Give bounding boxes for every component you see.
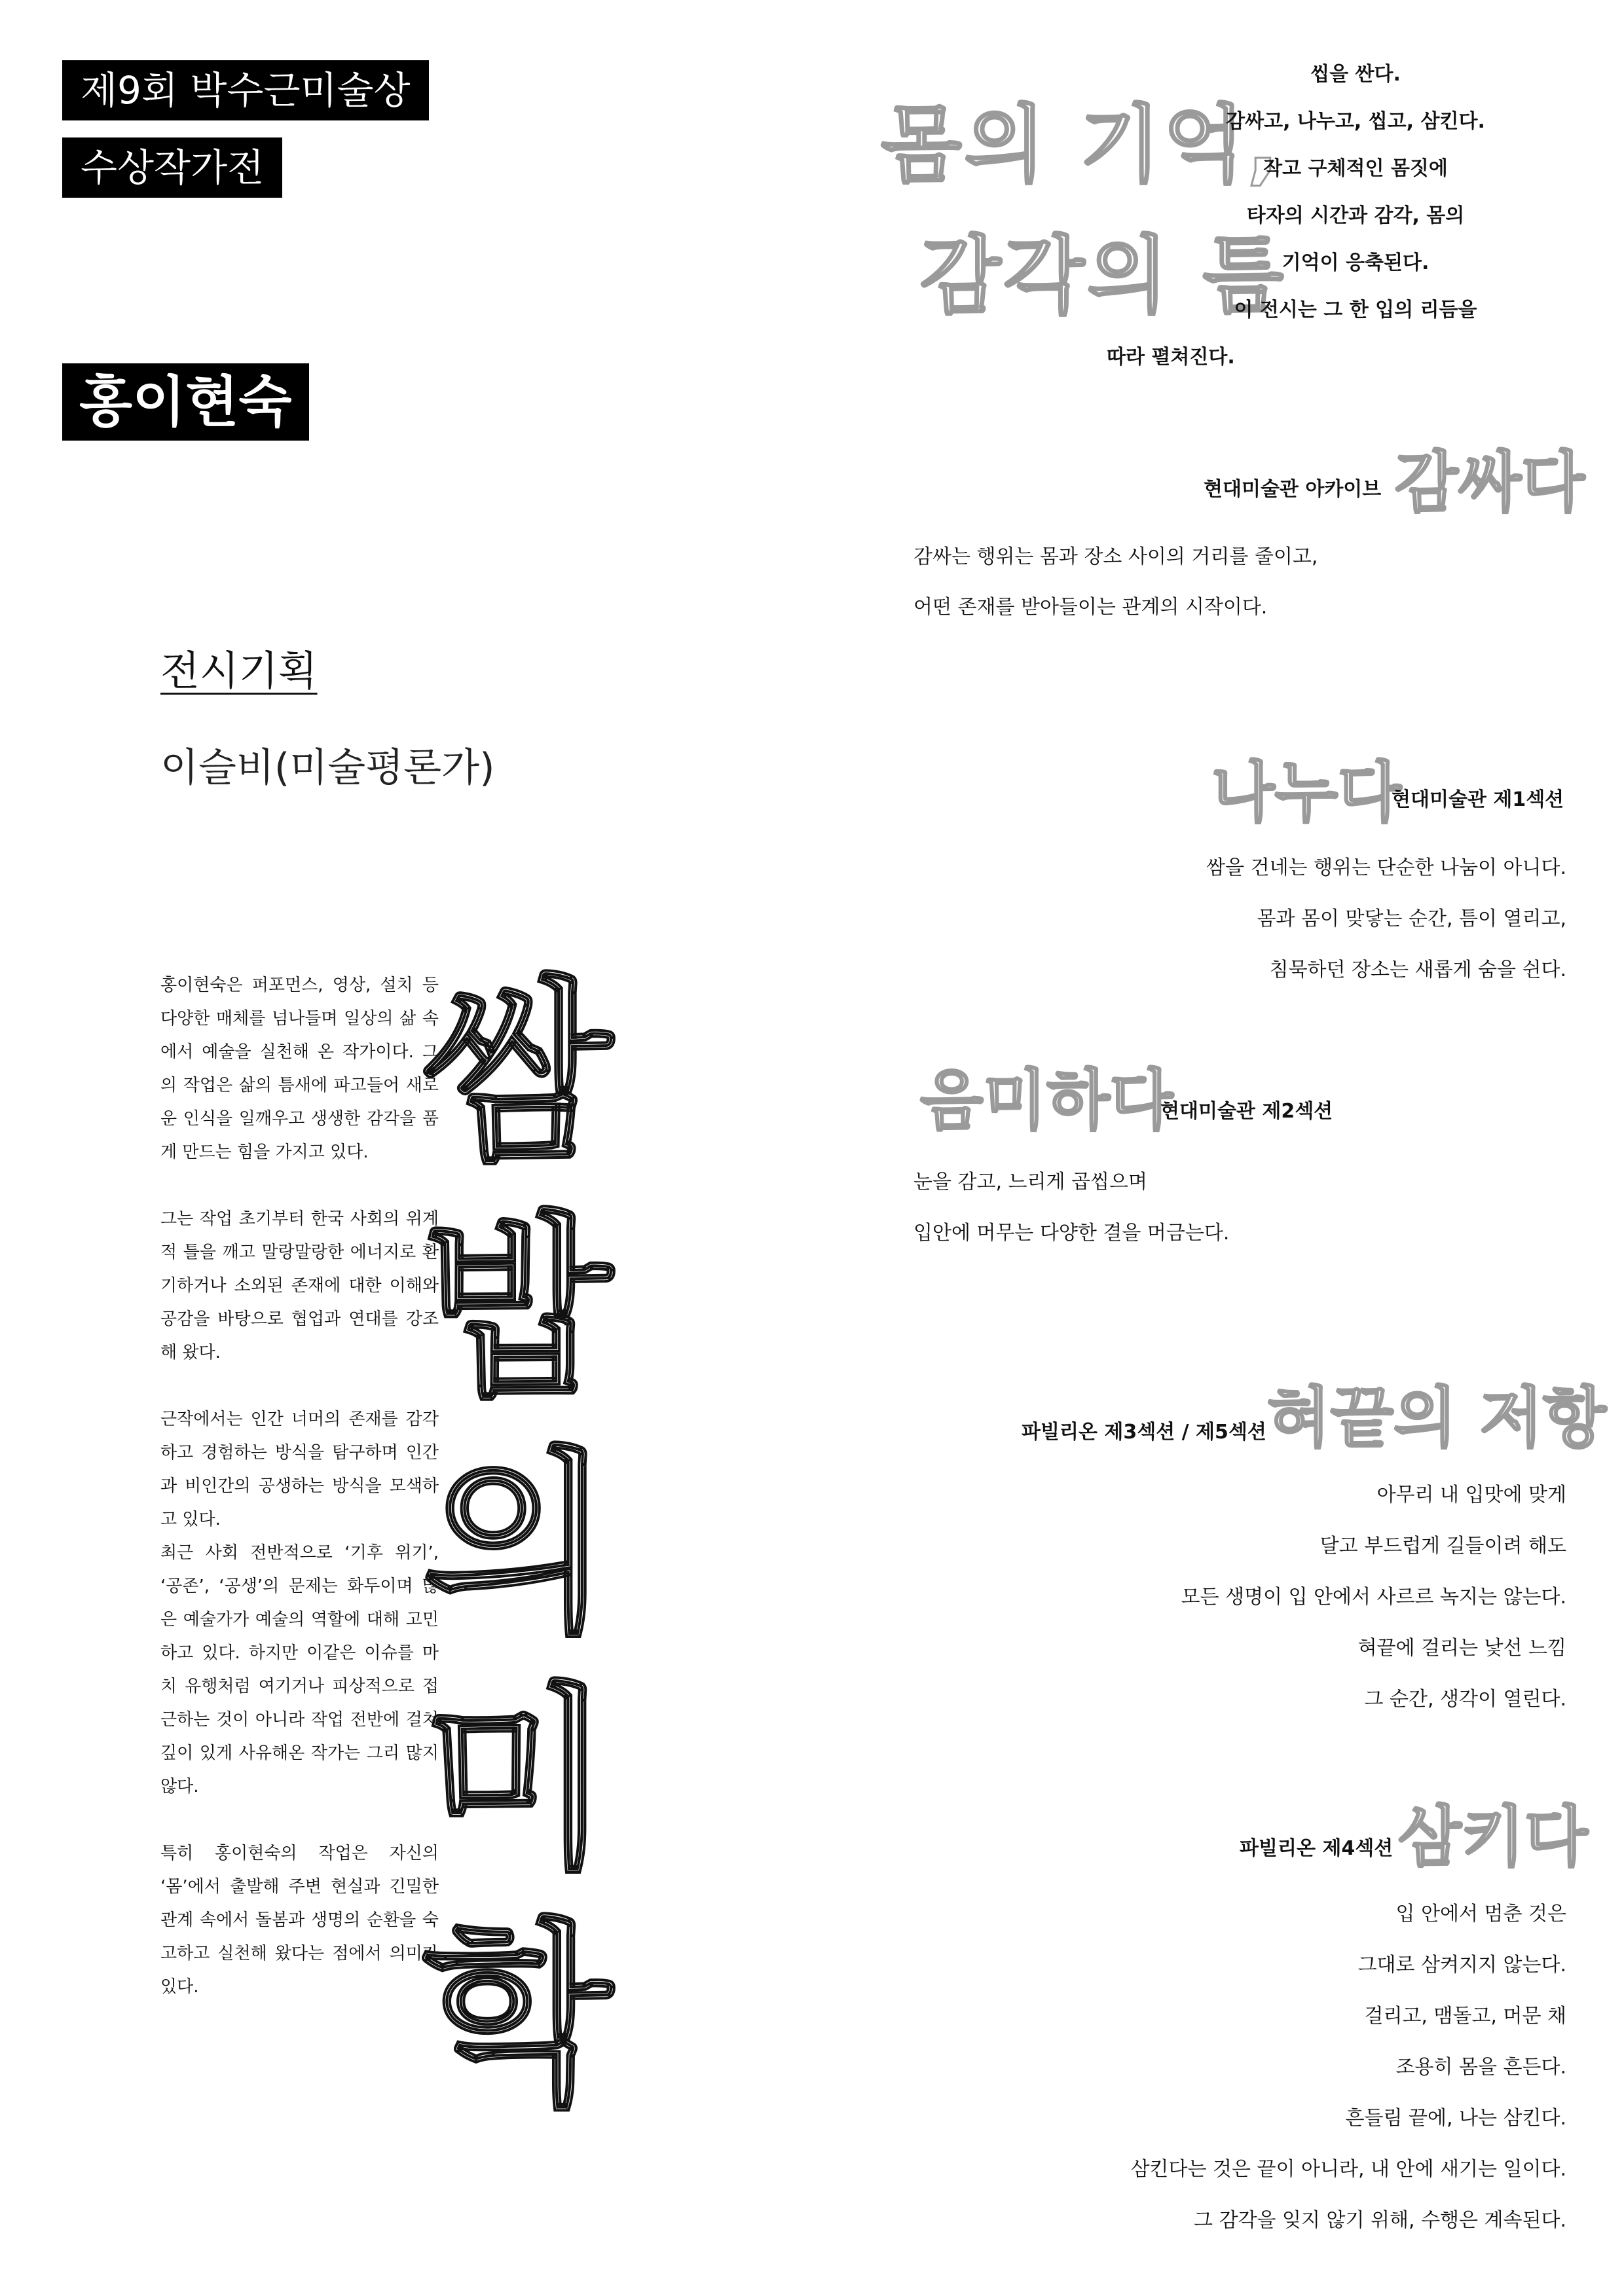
section-line: 몸과 몸이 맞닿는 순간, 틈이 열리고, [1257, 907, 1566, 930]
artist-name: 홍이현숙 [62, 363, 309, 441]
intro-line: 기억이 응축된다. [1282, 251, 1430, 274]
section-line: 그 감각을 잊지 않기 위해, 수행은 계속된다. [1194, 2209, 1566, 2232]
section-line: 달고 부드럽게 길들이려 해도 [1320, 1535, 1566, 1558]
section-line: 삼킨다는 것은 끝이 아니라, 내 안에 새기는 일이다. [1130, 2158, 1566, 2181]
section-line: 입안에 머무는 다양한 결을 머금는다. [913, 1222, 1230, 1245]
vertical-title-char: 쌈 [422, 959, 612, 1188]
exhibition-award-title: 제9회 박수근미술상 [62, 60, 429, 120]
section-line: 모든 생명이 입 안에서 사르르 녹지는 않는다. [1181, 1586, 1566, 1609]
vertical-title [419, 956, 616, 2134]
body-paragraph: 최근 사회 전반적으로 ‘기후 위기’, ‘공존’, ‘공생’의 문제는 화두이며 많은 예술가가 예술의 역할에 대해 고민하고 있다. 하지만 이같은 이슈를 마치 유행처럼 여기거나 피상적으로 접근하는 것이 아니라 작업 전반에 걸쳐 깊이 있게 사유해온 작가는 그리 많지 않다. [160, 1543, 439, 1796]
vertical-title-char: 밥 [422, 1195, 612, 1423]
section-location: 파빌리온 제3섹션 / 제5섹션 [1022, 1421, 1266, 1444]
section-line: 흔들림 끝에, 나는 삼킨다. [1345, 2107, 1566, 2130]
section-location: 현대미술관 아카이브 [1204, 478, 1382, 501]
section-line: 그 순간, 생각이 열린다. [1364, 1688, 1566, 1711]
vertical-title-char: 미 [422, 1666, 612, 1895]
main-title-line2: 감각의 틈 [920, 227, 1287, 325]
intro-line: 이 전시는 그 한 입의 리듬을 [1234, 299, 1477, 321]
planning-heading: 전시기획 [160, 647, 318, 695]
section-line: 그대로 삼켜지지 않는다. [1357, 1954, 1566, 1977]
vertical-title-char: 의 [422, 1430, 612, 1659]
intro-text [1107, 51, 1559, 381]
body-paragraph: 홍이현숙은 퍼포먼스, 영상, 설치 등 다양한 매체를 넘나들며 일상의 삶 속에서 예술을 실천해 온 작가이다. 그의 작업은 삶의 틈새에 파고들어 새로운 인식을 일깨우고 생생한 감각을 품게 만드는 힘을 가지고 있다. [160, 975, 439, 1162]
section-line: 눈을 감고, 느리게 곱씹으며 [913, 1171, 1147, 1194]
section-word: 나누다 [1211, 754, 1401, 831]
body-paragraph: 그는 작업 초기부터 한국 사회의 위계적 틀을 깨고 말랑말랑한 에너지로 환기하거나 소외된 존재에 대한 이해와 공감을 바탕으로 협업과 연대를 강조해 왔다. [160, 1209, 439, 1362]
section-location: 현대미술관 제2섹션 [1160, 1100, 1333, 1123]
artist-description [160, 969, 439, 2037]
body-paragraph: 근작에서는 인간 너머의 존재를 감각하고 경험하는 방식을 탐구하며 인간과 비인간의 공생하는 방식을 모색하고 있다. [160, 1410, 439, 1529]
intro-line: 타자의 시간과 감각, 몸의 [1246, 204, 1465, 227]
body-paragraph: 특히 홍이현숙의 작업은 자신의 ‘몸’에서 출발해 주변 현실과 긴밀한 관계 속에서 돌봄과 생명의 순환을 숙고하고 실천해 왔다는 점에서 의미가 있다. [160, 1844, 439, 1997]
section-word: 음미하다 [920, 1062, 1173, 1139]
section-line: 혀끝에 걸리는 낯선 느낌 [1357, 1637, 1566, 1660]
intro-line: 씹을 싼다. [1310, 63, 1401, 86]
section-word: 감싸다 [1395, 444, 1585, 520]
main-title-line1: 몸의 기억, [881, 96, 1282, 194]
intro-line: 작고 구체적인 몸짓에 [1263, 157, 1448, 180]
section-line: 입 안에서 멈춘 것은 [1395, 1903, 1566, 1925]
section-word: 혀끝의 저항 [1267, 1379, 1606, 1456]
section-line: 감싸는 행위는 몸과 장소 사이의 거리를 줄이고, [913, 545, 1318, 568]
section-line: 아무리 내 입맛에 맞게 [1376, 1484, 1566, 1506]
section-line: 침묵하던 장소는 새롭게 숨을 쉰다. [1269, 958, 1566, 981]
section-word: 삼키다 [1398, 1798, 1588, 1875]
section-location: 현대미술관 제1섹션 [1392, 788, 1564, 811]
section-line: 조용히 몸을 흔든다. [1395, 2056, 1566, 2079]
section-line: 어떤 존재를 받아들이는 관계의 시작이다. [913, 596, 1268, 619]
curator-name: 이슬비(미술평론가) [160, 745, 495, 791]
section-location: 파빌리온 제4섹션 [1240, 1837, 1393, 1860]
vertical-title-char: 학 [422, 1902, 612, 2130]
section-line: 걸리고, 맴돌고, 머문 채 [1364, 2005, 1566, 2028]
section-line: 쌈을 건네는 행위는 단순한 나눔이 아니다. [1206, 856, 1566, 879]
exhibition-award-subtitle: 수상작가전 [62, 137, 282, 198]
intro-line: 따라 펼쳐진다. [1107, 346, 1235, 369]
intro-line: 감싸고, 나누고, 씹고, 삼킨다. [1226, 110, 1485, 133]
